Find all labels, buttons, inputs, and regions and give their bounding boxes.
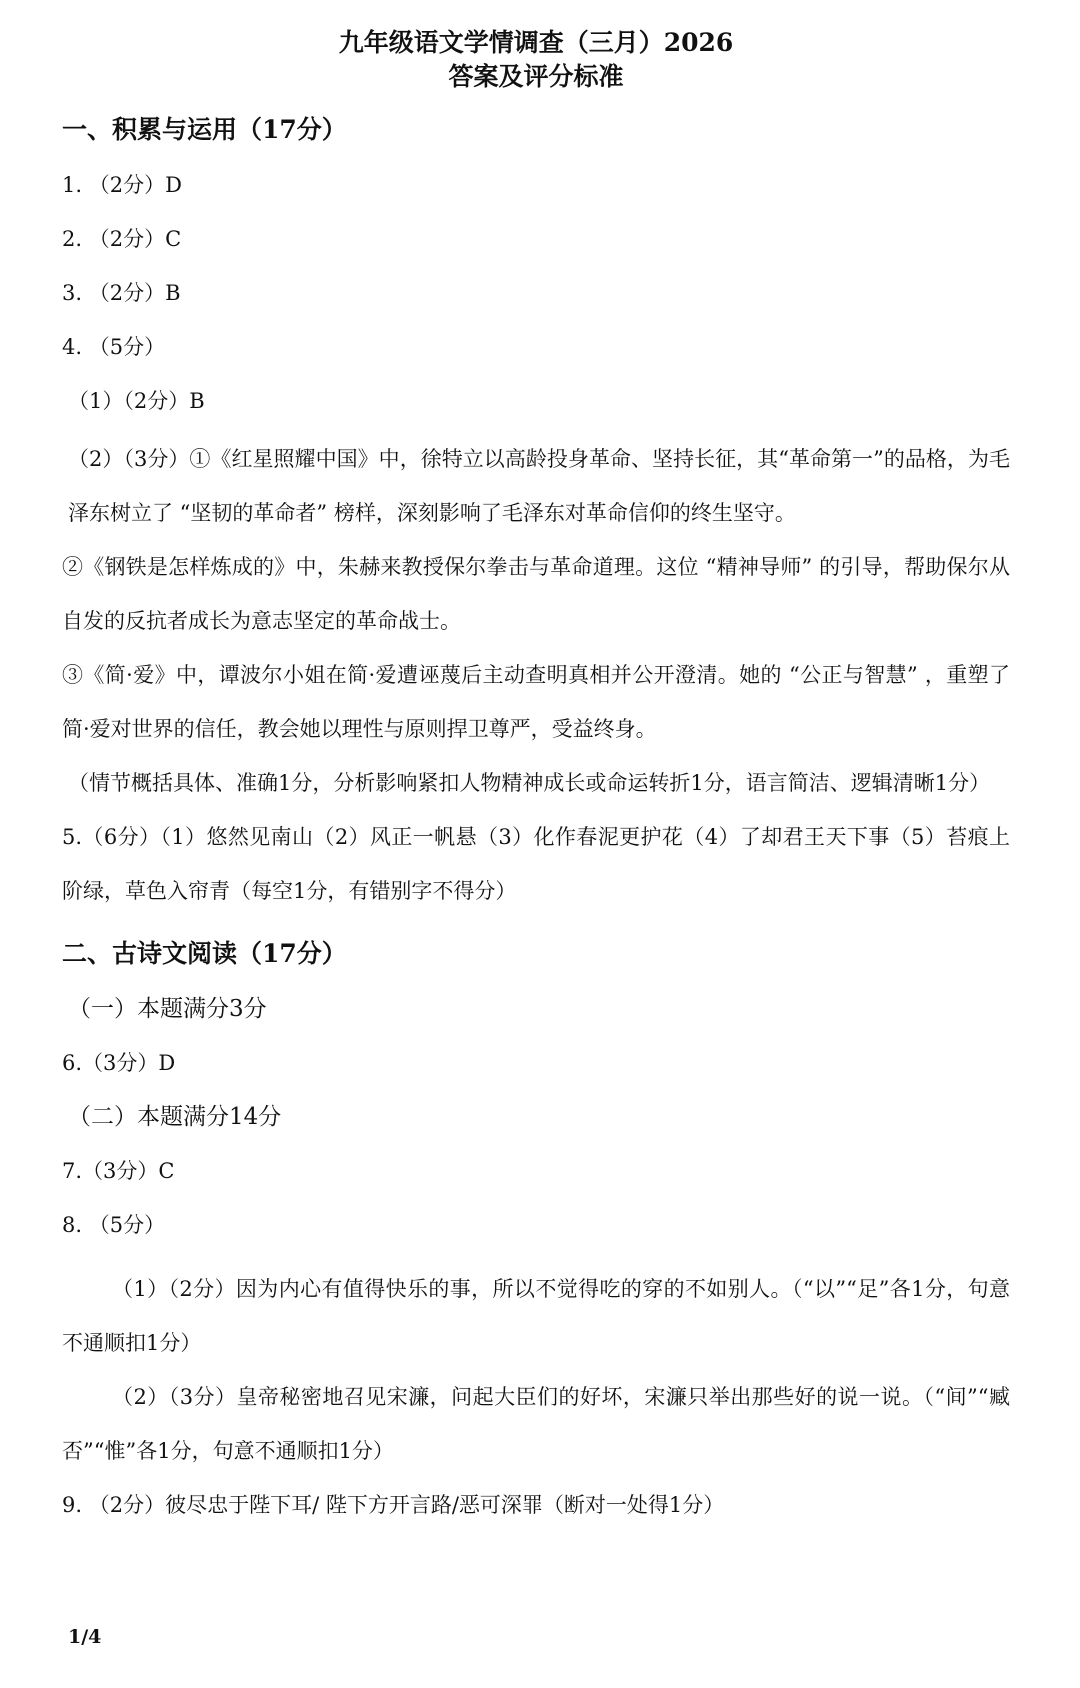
answer-q4-2-part3: ③《简·爱》中，谭波尔小姐在简·爱遭诬蔑后主动查明真相并公开澄清。她的 “公正与智慧” ，重塑了简·爱对世界的信任，教会她以理性与原则捍卫尊严，受益终身。 [62, 663, 1010, 741]
answer-q9: 9. （2分）彼尽忠于陛下耳/ 陛下方开言路/恶可深罪（断对一处得1分） [62, 1493, 725, 1517]
answer-q8-2: （2）（3分）皇帝秘密地召见宋濂，问起大臣们的好坏，宋濂只举出那些好的说一说。（“间”“臧否”“惟”各1分，句意不通顺扣1分） [62, 1385, 1010, 1463]
answer-q6: 6.（3分）D [62, 1051, 176, 1075]
answer-q4-scoring-note: （情节概括具体、准确1分，分析影响紧扣人物精神成长或命运转折1分，语言简洁、逻辑清晰1分） [68, 771, 991, 795]
answer-q3: 3. （2分）B [62, 281, 181, 305]
page-number: 1/4 [68, 1626, 102, 1648]
section-2-heading: 二、古诗文阅读（17分） [62, 939, 347, 968]
answer-q2: 2. （2分）C [62, 227, 182, 251]
answer-q5: 5.（6分）（1）悠然见南山（2）风正一帆悬（3）化作春泥更护花（4）了却君王天下事（5）苔痕上阶绿，草色入帘青（每空1分，有错别字不得分） [62, 825, 1010, 903]
answer-q1: 1. （2分）D [62, 173, 182, 197]
answer-q4-2-part2: ②《钢铁是怎样炼成的》中，朱赫来教授保尔拳击与革命道理。这位 “精神导师” 的引导，帮助保尔从自发的反抗者成长为意志坚定的革命战士。 [62, 555, 1010, 633]
section-2 [62, 936, 1010, 1532]
section-2-part-2-heading: （二）本题满分14分 [68, 1104, 282, 1130]
section-1-heading: 一、积累与运用（17分） [62, 115, 347, 144]
section-2-part-1-heading: （一）本题满分3分 [68, 996, 267, 1022]
page-subtitle: 答案及评分标准 [448, 62, 624, 91]
section-1 [62, 112, 1010, 918]
page-title: 九年级语文学情调查（三月）2026 [338, 28, 734, 57]
title-block [62, 0, 1010, 94]
answer-q7: 7.（3分）C [62, 1159, 175, 1183]
answer-q8: 8. （5分） [62, 1213, 166, 1237]
answer-q4-2-part1: （2）（3分）①《红星照耀中国》中，徐特立以高龄投身革命、坚持长征，其“革命第一”的品格，为毛泽东树立了 “坚韧的革命者” 榜样，深刻影响了毛泽东对革命信仰的终生坚守。 [68, 447, 1010, 525]
answer-q4: 4. （5分） [62, 335, 166, 359]
answer-q8-1: （1）（2分）因为内心有值得快乐的事，所以不觉得吃的穿的不如别人。（“以”“足”各1分，句意不通顺扣1分） [62, 1277, 1010, 1355]
answer-q4-1: （1）（2分）B [68, 389, 205, 413]
